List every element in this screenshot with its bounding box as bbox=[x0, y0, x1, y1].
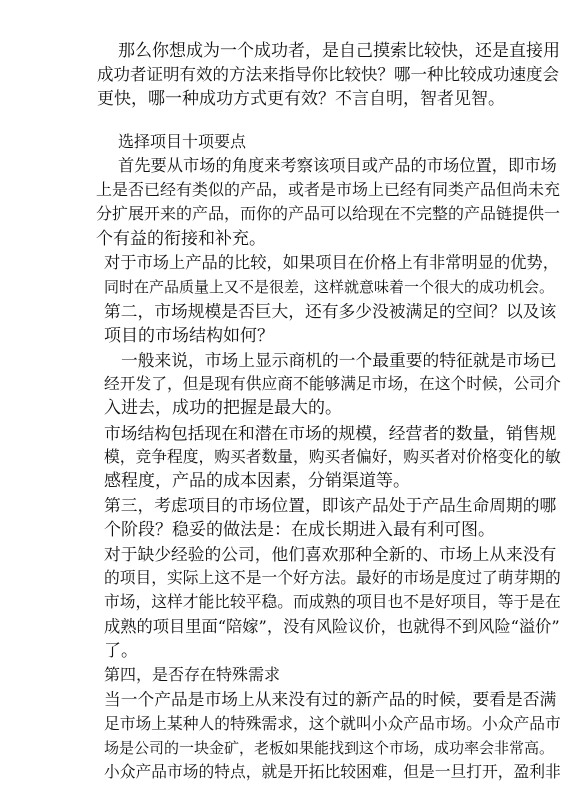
paragraph-line: 当一个产品是市场上从来没有过的新产品的时候，要看是否满 bbox=[104, 689, 557, 709]
paragraph-line: 市场，这样才能比较平稳。而成熟的项目也不是好项目，等于是在 bbox=[104, 592, 561, 611]
paragraph-line: 成熟的项目里面“陪嫁”，没有风险议价，也就得不到风险“溢价” bbox=[104, 617, 560, 636]
paragraph-line: 了。 bbox=[104, 641, 138, 661]
paragraph-line: 对于缺少经验的公司，他们喜欢那种全新的、市场上从来没有 bbox=[104, 544, 557, 564]
paragraph-line: 入进去，成功的把握是最大的。 bbox=[104, 398, 342, 418]
paragraph-line: 一般来说，市场上显示商机的一个最重要的特征就是市场已 bbox=[121, 350, 557, 370]
paragraph-line: 对于市场上产品的比较，如果项目在价格上有非常明显的优势， bbox=[104, 253, 559, 272]
paragraph-line: 同时在产品质量上又不是很差，这样就意味着一个很大的成功机会。 bbox=[104, 278, 555, 296]
paragraph-line: 的项目，实际上这不是一个好方法。最好的市场是度过了萌芽期的 bbox=[104, 568, 561, 587]
paragraph-line: 经开发了，但是现有供应商不能够满足市场，在这个时候，公司介 bbox=[104, 374, 561, 393]
paragraph-line: 个有益的衔接和补充。 bbox=[96, 229, 266, 249]
paragraph-line: 上是否已经有类似的产品，或者是市场上已经有同类产品但尚未充 bbox=[96, 180, 561, 199]
paragraph-line: 分扩展开来的产品，而你的产品可以给现在不完整的产品链提供一 bbox=[96, 204, 561, 223]
paragraph-line: 小众产品市场的特点，就是开拓比较困难，但是一旦打开，盈利非 bbox=[104, 762, 561, 781]
intro-line: 那么你想成为一个成功者，是自己摸索比较快，还是直接用 bbox=[118, 41, 560, 61]
paragraph-line: 第二，市场规模是否巨大，还有多少没被满足的空间？以及该 bbox=[104, 301, 557, 321]
paragraph-line: 足市场上某种人的特殊需求，这个就叫小众产品市场。小众产品市 bbox=[104, 714, 561, 733]
paragraph-line: 场是公司的一块金矿，老板如果能找到这个市场，成功率会非常高。 bbox=[104, 739, 555, 757]
intro-line: 更快，哪一种成功方式更有效？不言自明，智者见智。 bbox=[97, 89, 505, 109]
paragraph-line: 个阶段？稳妥的做法是：在成长期进入最有利可图。 bbox=[104, 520, 495, 540]
section-heading: 第四，是否存在特殊需求 bbox=[104, 665, 281, 684]
paragraph-line: 项目的市场结构如何？ bbox=[104, 326, 274, 346]
paragraph-line: 第三，考虑项目的市场位置，即该产品处于产品生命周期的哪 bbox=[104, 495, 557, 515]
paragraph-line: 感程度，产品的成本因素，分销渠道等。 bbox=[104, 471, 410, 491]
paragraph-line: 模，竞争程度，购买者数量，购买者偏好，购买者对价格变化的敏 bbox=[104, 447, 561, 466]
paragraph-line: 市场结构包括现在和潜在市场的规模，经营者的数量，销售规 bbox=[104, 423, 557, 443]
section-heading: 选择项目十项要点 bbox=[118, 132, 247, 151]
intro-line: 成功者证明有效的方法来指导你比较快？哪一种比较成功速度会 bbox=[97, 65, 559, 84]
paragraph-line: 首先要从市场的角度来考察该项目或产品的市场位置，即市场 bbox=[118, 156, 557, 175]
